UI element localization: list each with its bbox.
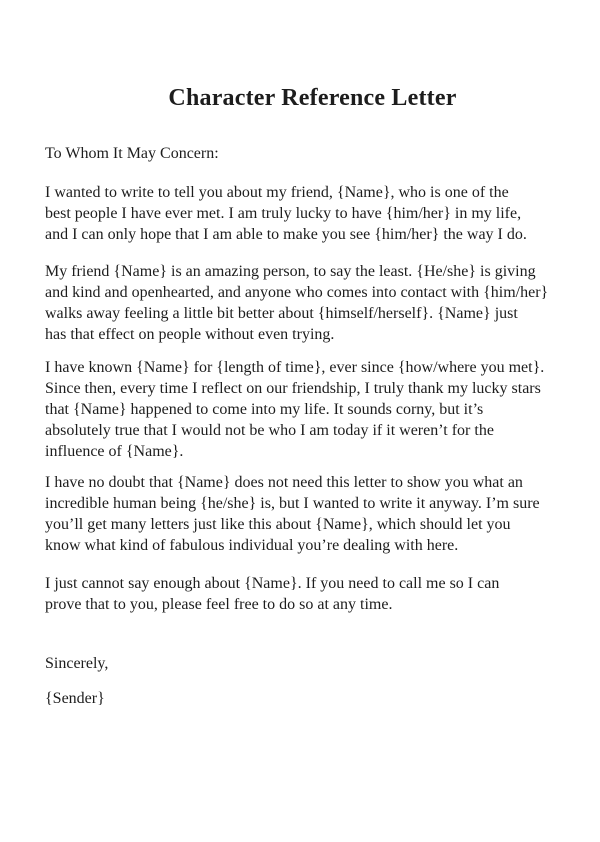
paragraph-line: I wanted to write to tell you about my friend, {Name}, who is one of the <box>45 184 509 201</box>
paragraph-line: My friend {Name} is an amazing person, to say the least. {He/she} is giving <box>45 263 536 280</box>
paragraph-line: walks away feeling a little bit better about {himself/herself}. {Name} just <box>45 305 518 322</box>
paragraph-line: you’ll get many letters just like this about {Name}, which should let you <box>45 516 511 533</box>
letter-closing: Sincerely, <box>45 655 109 672</box>
letter-greeting: To Whom It May Concern: <box>45 145 219 162</box>
paragraph-line: absolutely true that I would not be who I am today if it weren’t for the <box>45 422 494 439</box>
paragraph-line: and kind and openhearted, and anyone who comes into contact with {him/her} <box>45 284 549 301</box>
letter-paragraph-4 <box>45 472 580 556</box>
paragraph-line: Since then, every time I reflect on our friendship, I truly thank my lucky stars <box>45 380 541 397</box>
letter-paragraph-1 <box>45 182 580 245</box>
letter-paragraph-5 <box>45 573 580 615</box>
letter-paragraph-3 <box>45 357 580 462</box>
paragraph-line: and I can only hope that I am able to make you see {him/her} the way I do. <box>45 226 527 243</box>
paragraph-line: I have no doubt that {Name} does not need this letter to show you what an <box>45 474 523 491</box>
paragraph-line: I just cannot say enough about {Name}. If you need to call me so I can <box>45 575 500 592</box>
paragraph-line: know what kind of fabulous individual you’re dealing with here. <box>45 537 459 554</box>
paragraph-line: influence of {Name}. <box>45 443 184 460</box>
paragraph-line: has that effect on people without even trying. <box>45 326 335 343</box>
page-title: Character Reference Letter <box>168 85 457 111</box>
paragraph-line: that {Name} happened to come into my life. It sounds corny, but it’s <box>45 401 484 418</box>
paragraph-line: best people I have ever met. I am truly lucky to have {him/her} in my life, <box>45 205 522 222</box>
paragraph-line: I have known {Name} for {length of time}, ever since {how/where you met}. <box>45 359 545 376</box>
letter-paragraph-2 <box>45 261 580 345</box>
letter-signature-placeholder: {Sender} <box>45 690 105 707</box>
paragraph-line: prove that to you, please feel free to do so at any time. <box>45 596 393 613</box>
paragraph-line: incredible human being {he/she} is, but I wanted to write it anyway. I’m sure <box>45 495 540 512</box>
